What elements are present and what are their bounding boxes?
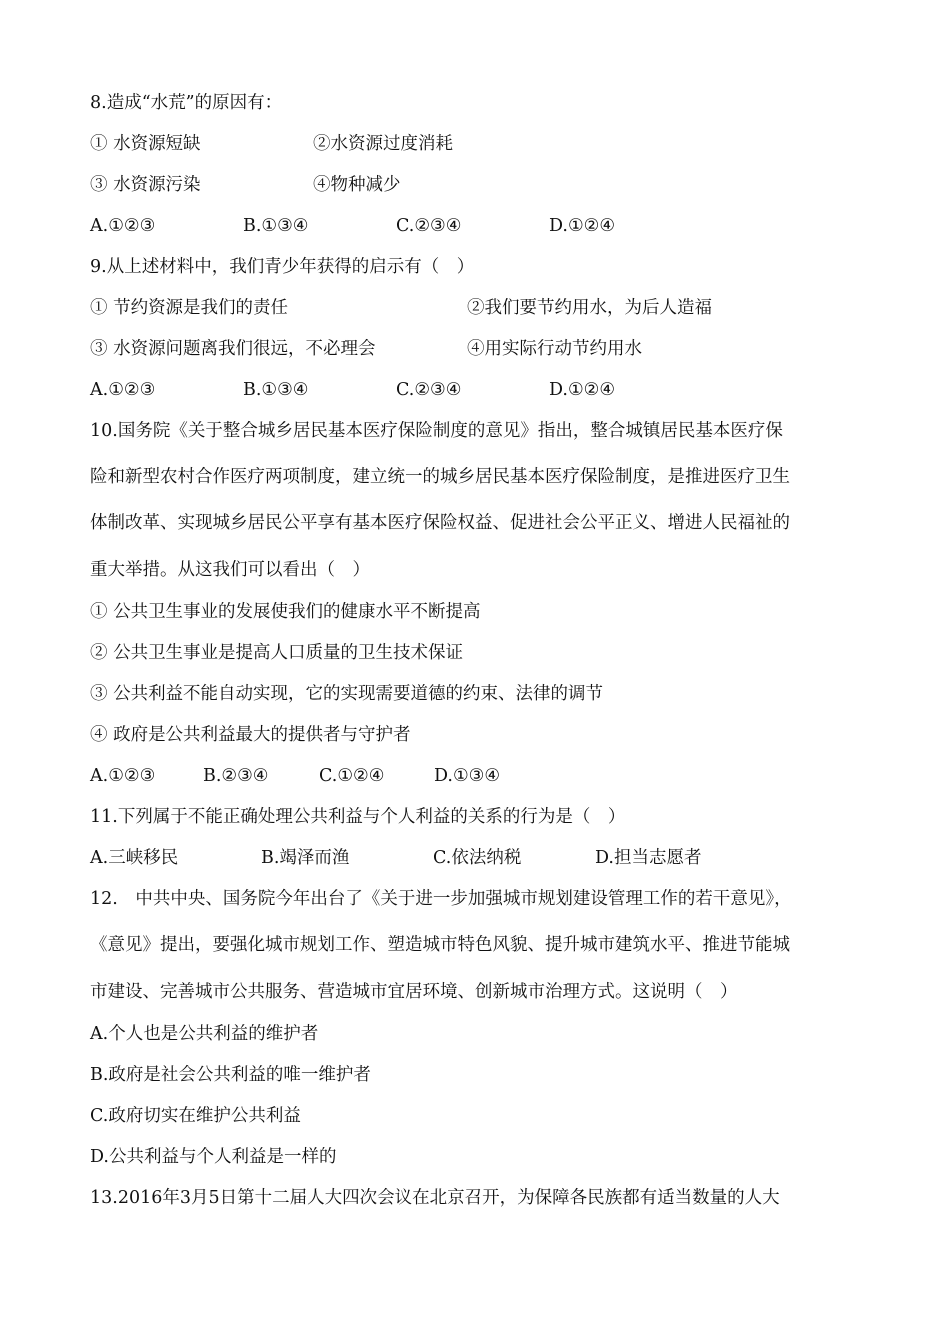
- q11-stem: 11.下列属于不能正确处理公共利益与个人利益的关系的行为是（ ）: [90, 807, 626, 827]
- q11-option-a: A.三峡移民: [90, 848, 179, 868]
- q10-option-a: A.①②③: [90, 766, 156, 786]
- q9-statement-1: ① 节约资源是我们的责任: [90, 298, 289, 318]
- q12-option-d: D.公共利益与个人利益是一样的: [90, 1147, 337, 1167]
- q10-statement-3: ③ 公共利益不能自动实现，它的实现需要道德的约束、法律的调节: [90, 684, 604, 704]
- q8-option-a: A.①②③: [90, 216, 156, 236]
- q9-option-a: A.①②③: [90, 380, 156, 400]
- q8-statement-4: ④物种减少: [313, 175, 401, 195]
- q12-stem-line-1: 12. 中共中央、国务院今年出台了《关于进一步加强城市规划建设管理工作的若干意见》，: [90, 889, 792, 909]
- q8-option-d: D.①②④: [549, 216, 616, 236]
- q11-option-b: B.竭泽而渔: [261, 848, 350, 868]
- q8-statement-1: ① 水资源短缺: [90, 134, 201, 154]
- q8-statement-2: ②水资源过度消耗: [313, 134, 453, 154]
- q10-option-c: C.①②④: [319, 766, 385, 786]
- q12-option-c: C.政府切实在维护公共利益: [90, 1106, 301, 1126]
- q12-option-b: B.政府是社会公共利益的唯一维护者: [90, 1065, 371, 1085]
- q9-statement-3: ③ 水资源问题离我们很远，不必理会: [90, 339, 376, 359]
- q9-option-c: C.②③④: [396, 380, 462, 400]
- q8-option-b: B.①③④: [243, 216, 309, 236]
- q9-statement-2: ②我们要节约用水，为后人造福: [467, 298, 712, 318]
- q10-option-b: B.②③④: [203, 766, 269, 786]
- q10-stem-line-2: 险和新型农村合作医疗两项制度，建立统一的城乡居民基本医疗保险制度，是推进医疗卫生: [90, 467, 790, 487]
- q12-option-a: A.个人也是公共利益的维护者: [90, 1024, 319, 1044]
- q8-statement-3: ③ 水资源污染: [90, 175, 201, 195]
- q10-option-d: D.①③④: [434, 766, 501, 786]
- q12-stem-line-3: 市建设、完善城市公共服务、营造城市宜居环境、创新城市治理方式。这说明（ ）: [90, 982, 738, 1002]
- q8-option-c: C.②③④: [396, 216, 462, 236]
- q9-stem: 9.从上述材料中，我们青少年获得的启示有（ ）: [90, 257, 475, 277]
- q12-stem-line-2: 《意见》提出，要强化城市规划工作、塑造城市特色风貌、提升城市建筑水平、推进节能城: [90, 935, 790, 955]
- q13-stem: 13.2016年3月5日第十二届人大四次会议在北京召开，为保障各民族都有适当数量的人大: [90, 1188, 780, 1208]
- q11-option-d: D.担当志愿者: [595, 848, 702, 868]
- q9-option-b: B.①③④: [243, 380, 309, 400]
- q8-stem: 8.造成“水荒”的原因有：: [90, 93, 283, 113]
- q11-option-c: C.依法纳税: [433, 848, 522, 868]
- q10-stem-line-1: 10.国务院《关于整合城乡居民基本医疗保险制度的意见》指出，整合城镇居民基本医疗保: [90, 421, 783, 441]
- q9-option-d: D.①②④: [549, 380, 616, 400]
- q10-stem-line-3: 体制改革、实现城乡居民公平享有基本医疗保险权益、促进社会公平正义、增进人民福祉的: [90, 513, 790, 533]
- q10-statement-4: ④ 政府是公共利益最大的提供者与守护者: [90, 725, 411, 745]
- q10-statement-2: ② 公共卫生事业是提高人口质量的卫生技术保证: [90, 643, 464, 663]
- q9-statement-4: ④用实际行动节约用水: [467, 339, 642, 359]
- q10-stem-line-4: 重大举措。从这我们可以看出（ ）: [90, 560, 370, 580]
- q10-statement-1: ① 公共卫生事业的发展使我们的健康水平不断提高: [90, 602, 481, 622]
